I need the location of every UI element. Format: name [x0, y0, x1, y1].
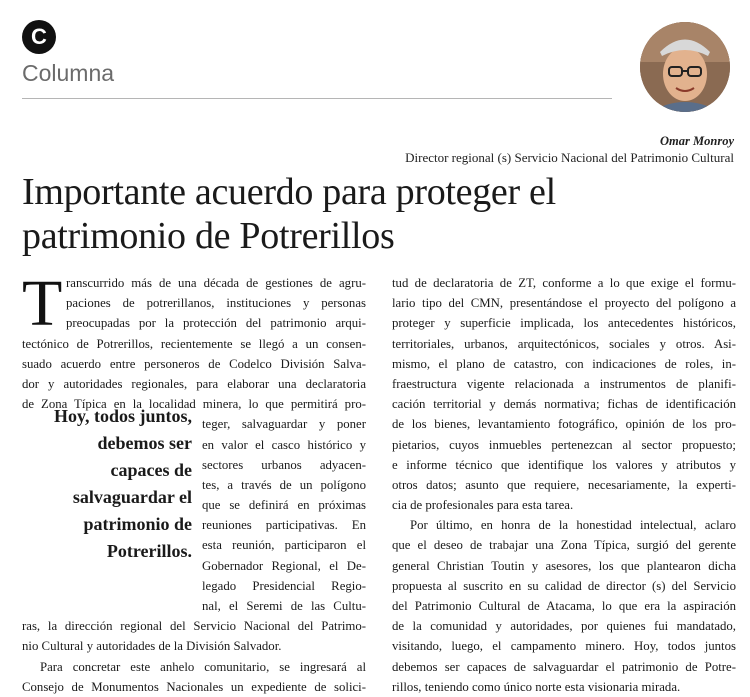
section-divider: [22, 98, 612, 99]
text-line: rillos, teniendo como único norte esta visionaria mirada.: [392, 679, 681, 694]
text-line: nio Cultural y autoridades de la División Salvador.: [22, 639, 282, 654]
text-line: general Christian Toutin y asesores, los que plantearon dicha: [392, 558, 736, 573]
pull-quote-line: debemos ser: [97, 433, 192, 453]
text-line: de los bienes, levantamiento fotográfico, opinión de los pro-: [392, 417, 736, 432]
text-line: ras, la dirección regional del Servicio Nacional del Patrimo-: [22, 619, 366, 634]
text-line: nal, el Seremi de las Cultu-: [202, 599, 366, 613]
article-column-2: [392, 273, 736, 697]
text-line: tectónico de Potrerillos, recientemente se llegó a un consen-: [22, 336, 366, 351]
text-line: en valor el casco histórico y: [202, 437, 366, 452]
text-line: Gobernador Regional, el De-: [202, 558, 366, 573]
text-line: mismo, el plano de catastro, con indicaciones de roles, in-: [392, 356, 736, 371]
text-line: Consejo de Monumentos Nacionales un expediente de solici-: [22, 679, 366, 694]
text-line: tud de declaratoria de ZT, conforme a lo que exige el formu-: [392, 276, 736, 290]
text-line: reuniones participativas. En: [202, 518, 366, 533]
text-line: e informe técnico que identifique los valores y atributos y: [392, 457, 736, 472]
text-line: dor y autoridades regionales, para elaborar una declaratoria: [22, 376, 366, 391]
text-line: otros datos; asunto que requiere, necesariamente, la experti-: [392, 477, 736, 492]
text-line: de la comunidad y autoridades, por quienes fui mandatado,: [392, 619, 736, 634]
text-line: legado Presidencial Regio-: [202, 578, 366, 593]
drop-cap: T: [22, 267, 63, 340]
headline-line: Importante acuerdo para proteger el: [22, 171, 556, 213]
author-name: Omar Monroy: [660, 134, 734, 148]
text-line: debemos ser capaces de salvaguardar el patrimonio de Potre-: [392, 659, 736, 674]
text-line: teger, salvaguardar y poner: [202, 417, 366, 432]
text-line: del Patrimonio Cultural de Atacama, lo que era la aspiración: [392, 599, 736, 613]
headline-line: patrimonio de Potrerillos: [22, 215, 395, 257]
text-line: preocupadas por la protección del patrimonio arqui-: [66, 316, 366, 331]
author-photo: [640, 22, 730, 112]
pull-quote-line: patrimonio de: [83, 514, 192, 534]
text-line: territoriales, urbanos, arquitectónicos, sociales y otros. Asi-: [392, 336, 736, 351]
pull-quote-line: Potrerillos.: [106, 541, 192, 561]
text-line: que el deseo de trabajar una Zona Típica, surgió del gerente: [392, 538, 736, 553]
text-line: Para concretar este anhelo comunitario, se ingresará al: [40, 659, 366, 674]
pull-quote-line: salvaguardar el: [72, 487, 192, 507]
pull-quote-line: capaces de: [110, 460, 192, 480]
column-badge: C: [22, 20, 56, 54]
text-line: cia de profesionales para esta tarea.: [392, 498, 574, 513]
text-line: propuesta al suscrito en su calidad de director (s) del Servicio: [392, 578, 736, 593]
text-line: que se definirá en próximas: [202, 498, 366, 513]
text-line: paciones de potrerillanos, instituciones y personas: [66, 296, 366, 311]
text-line: suado acuerdo entre personeros de Codelco División Salva-: [22, 356, 366, 371]
text-line: visitando, luego, el campamento minero. Hoy, todos juntos: [392, 639, 736, 654]
section-label: Columna: [22, 60, 115, 86]
text-line: Por último, en honra de la honestidad intelectual, aclaro: [410, 518, 736, 533]
text-line: esta reunión, participaron el: [202, 538, 366, 553]
text-line: proteger y superficie implicada, los antecedentes históricos,: [392, 316, 736, 331]
text-line: de Zona Típica en la localidad minera, lo que permitirá pro-: [22, 397, 366, 412]
text-line: pietarios, cuyos inmuebles pertenezcan al sector propuesto;: [392, 437, 736, 452]
text-line: tes, a través de un polígono: [202, 477, 366, 492]
text-line: sectores urbanos adyacen-: [202, 457, 366, 472]
pull-quote: [22, 403, 192, 565]
article-headline: [22, 170, 722, 258]
text-line: lario tipo del CMN, presentándose el proyecto del polígono a: [392, 296, 736, 311]
text-line: ranscurrido más de una década de gestiones de agru-: [66, 276, 366, 290]
text-line: fraestructura vigente relacionada a instrumentos de planifi-: [392, 376, 736, 391]
pull-quote-line: Hoy, todos juntos,: [53, 406, 192, 426]
text-line: cación territorial y demás normativa; fichas de identificación: [392, 397, 736, 412]
author-role: Director regional (s) Servicio Nacional del Patrimonio Cultural: [405, 150, 734, 165]
